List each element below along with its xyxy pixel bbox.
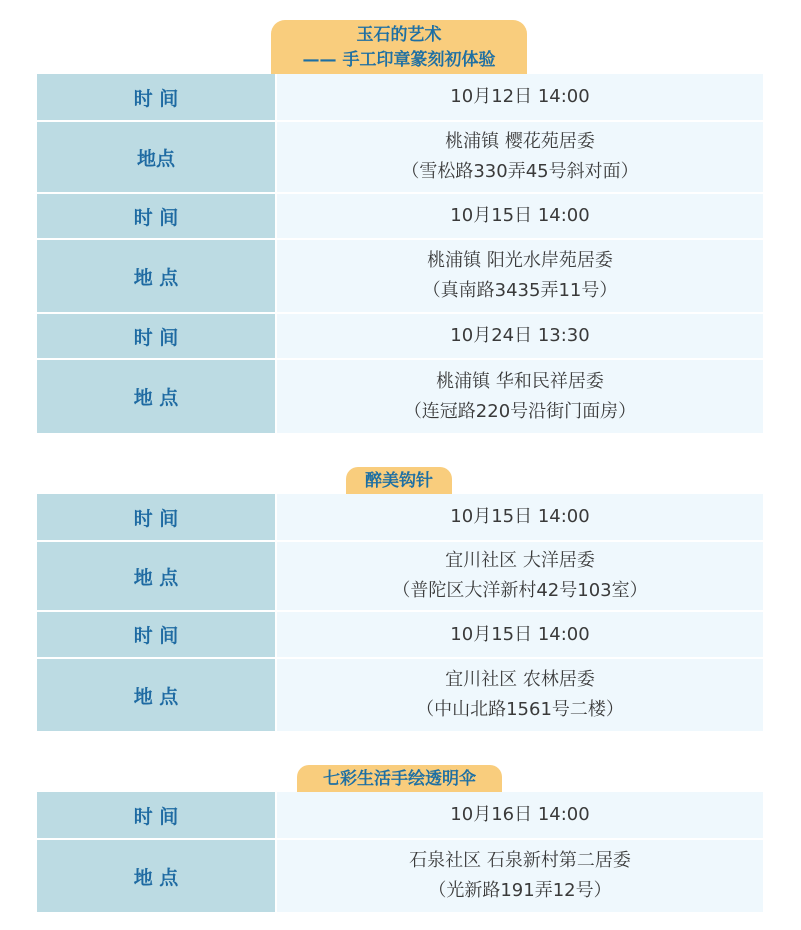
time-value [277, 194, 763, 238]
value-line: 10月24日 13:30 [450, 325, 590, 346]
time-label: 时 间 [37, 74, 275, 120]
location-value [277, 542, 763, 610]
location-label: 地 点 [37, 360, 275, 433]
value-line: 桃浦镇 华和民祥居委 [436, 370, 604, 392]
time-value [277, 74, 763, 120]
time-row [37, 314, 763, 358]
value-line: （连冠路220号沿街门面房） [403, 400, 637, 422]
location-label: 地 点 [37, 840, 275, 912]
time-value [277, 494, 763, 540]
location-value [277, 240, 763, 312]
time-row [37, 792, 763, 838]
value-line: （真南路3435弄11号） [422, 280, 618, 301]
value-line: 10月15日 14:00 [450, 205, 590, 226]
value-line: （中山北路1561号二楼） [416, 699, 624, 720]
location-row [37, 840, 763, 912]
location-label: 地 点 [37, 659, 275, 731]
value-line: 10月16日 14:00 [450, 804, 590, 825]
location-label: 地点 [37, 122, 275, 192]
location-value [277, 360, 763, 433]
location-row [37, 542, 763, 610]
location-value [277, 840, 763, 912]
value-line: （普陀区大洋新村42号103室） [392, 580, 648, 601]
section-title-1 [271, 20, 527, 74]
location-row [37, 659, 763, 731]
time-row [37, 194, 763, 238]
section-title-line: 玉石的艺术 [356, 25, 442, 45]
time-label: 时 间 [37, 494, 275, 540]
section-title-line: —— 手工印章篆刻初体验 [302, 50, 496, 70]
value-line: 10月12日 14:00 [450, 86, 590, 107]
value-line: 宜川社区 大洋居委 [445, 550, 595, 571]
location-value [277, 122, 763, 192]
value-line: （光新路191弄12号） [428, 880, 612, 901]
time-value [277, 792, 763, 838]
value-line: 10月15日 14:00 [450, 623, 590, 645]
section-title-3 [297, 765, 502, 792]
location-row [37, 240, 763, 312]
time-label: 时 间 [37, 612, 275, 657]
location-row [37, 122, 763, 192]
location-label: 地 点 [37, 542, 275, 610]
section-title-2 [346, 467, 452, 494]
section-title-line: 醉美钩针 [365, 471, 433, 491]
value-line: 桃浦镇 阳光水岸苑居委 [427, 250, 613, 271]
time-row [37, 494, 763, 540]
time-value [277, 314, 763, 358]
value-line: （雪松路330弄45号斜对面） [401, 161, 639, 182]
time-row [37, 612, 763, 657]
value-line: 桃浦镇 樱花苑居委 [445, 131, 595, 152]
section-title-line: 七彩生活手绘透明伞 [323, 769, 476, 789]
time-label: 时 间 [37, 792, 275, 838]
location-value [277, 659, 763, 731]
value-line: 石泉社区 石泉新村第二居委 [409, 850, 631, 871]
time-label: 时 间 [37, 314, 275, 358]
location-row [37, 360, 763, 433]
time-value [277, 612, 763, 657]
value-line: 宜川社区 农林居委 [445, 669, 595, 690]
location-label: 地 点 [37, 240, 275, 312]
time-row [37, 74, 763, 120]
value-line: 10月15日 14:00 [450, 506, 590, 527]
time-label: 时 间 [37, 194, 275, 238]
